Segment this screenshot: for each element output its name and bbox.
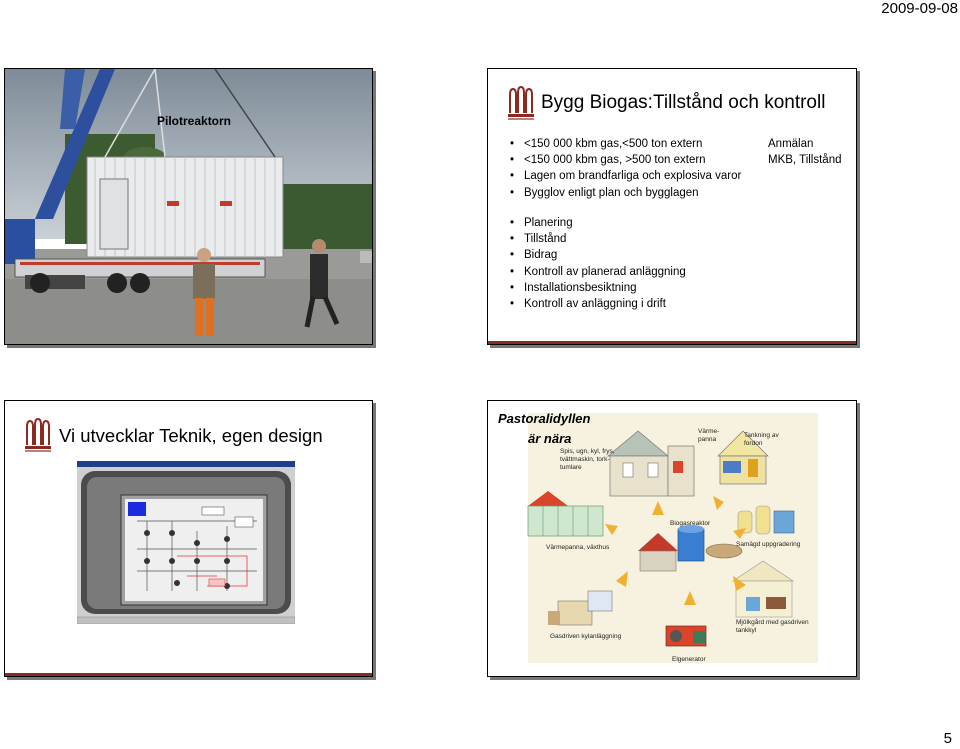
list-item: • Bidrag [510, 247, 686, 263]
list-item: • Installationsbesiktning [510, 280, 686, 296]
slide-footer-bar [5, 673, 373, 676]
control-panel-screenshot [77, 461, 295, 624]
label-samagd: Samägd uppgradering [736, 541, 801, 548]
label-tumlare: tumlare [560, 464, 582, 471]
slide-vi-utvecklar [4, 400, 373, 677]
heading-line1: Pastoralidyllen [498, 411, 591, 426]
list-item: • Lagen om brandfarliga och explosiva varor [510, 168, 741, 184]
list-item: • Kontroll av planerad anläggning [510, 264, 686, 280]
truck-photo [5, 69, 373, 345]
slide-bygg-biogas [487, 68, 857, 345]
permit-notes [768, 136, 842, 168]
page-number: 5 [943, 730, 952, 747]
biogas-idyll-illustration [488, 401, 857, 677]
label-mjolk1: Mjölkgård med gasdriven [736, 619, 809, 626]
process-list [510, 215, 686, 312]
header-date: 2009-09-08 [881, 0, 958, 17]
list-item: • <150 000 kbm gas,<500 ton extern [510, 136, 741, 152]
label-varmepanna: Värmepanna, växthus [546, 544, 610, 551]
list-item: • Tillstånd [510, 231, 686, 247]
label-tank1: Tankning av [744, 432, 779, 439]
list-item: • Bygglov enligt plan och bygglagen [510, 185, 741, 201]
list-item: • Kontroll av anläggning i drift [510, 296, 686, 312]
list-item: • Planering [510, 215, 686, 231]
label-tank2: fordon [744, 440, 763, 447]
heading-line2: är nära [528, 431, 572, 446]
list-item: • <150 000 kbm gas, >500 ton extern [510, 152, 741, 168]
label-mjolk2: tankkyl [736, 627, 757, 634]
slide-title: Vi utvecklar Teknik, egen design [59, 425, 323, 446]
note-anmalan: Anmälan [768, 138, 814, 150]
label-tvatt: tvättmaskin, tork- [560, 456, 610, 463]
photo-label: Pilotreaktorn [157, 114, 232, 128]
slide-pilotreaktorn [4, 68, 373, 345]
slide-pastoralidyllen [487, 400, 857, 677]
label-elgenerator: Elgenerator [672, 656, 706, 663]
company-logo-icon [23, 415, 55, 455]
label-varme1: Värme- [698, 428, 720, 435]
label-biogasreaktor: Biogasreaktor [670, 520, 711, 527]
company-logo-icon [506, 83, 538, 123]
slide-title: Bygg Biogas:Tillstånd och kontroll [541, 92, 826, 113]
label-spis: Spis, ugn, kyl, frys, [560, 448, 615, 455]
label-gasdriven: Gasdriven kylanläggning [550, 633, 622, 640]
slide-footer-bar [488, 341, 857, 344]
label-varme2: panna [698, 436, 717, 443]
requirements-list [510, 136, 741, 201]
note-mkb: MKB, Tillstånd [768, 154, 842, 167]
